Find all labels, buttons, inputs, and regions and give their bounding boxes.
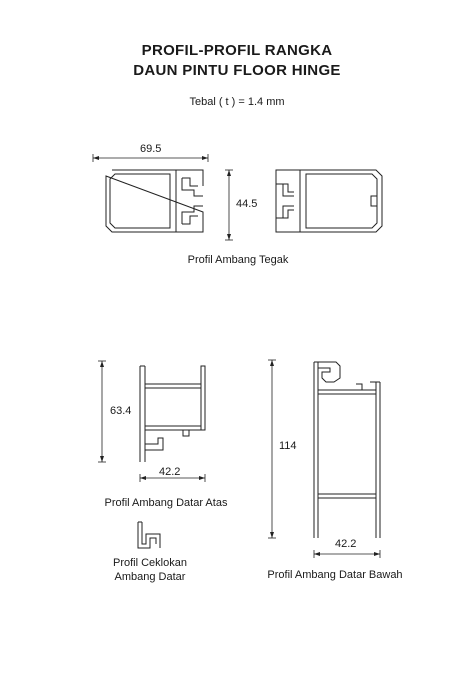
ambang-datar-bawah-section xyxy=(268,360,380,558)
ambang-tegak-right-section xyxy=(276,170,382,232)
ambang-tegak-height-dimension xyxy=(225,170,233,240)
ambang-tegak-width-dim: 69.5 xyxy=(140,143,162,155)
ceklokan-label-line-2: Ambang Datar xyxy=(114,571,186,583)
ambang-datar-atas-width-dim: 42.2 xyxy=(159,466,181,478)
title-line-1: PROFIL-PROFIL RANGKA xyxy=(141,42,333,59)
ambang-tegak-left-section xyxy=(93,154,208,232)
ambang-datar-atas-height-dim: 63.4 xyxy=(110,405,132,417)
thickness-note: Tebal ( t ) = 1.4 mm xyxy=(189,96,285,108)
ambang-tegak-height-dim: 44.5 xyxy=(236,198,258,210)
ceklokan-label-line-1: Profil Ceklokan xyxy=(113,557,187,569)
ambang-datar-atas-section xyxy=(98,361,205,482)
ambang-datar-atas-label: Profil Ambang Datar Atas xyxy=(104,497,228,509)
ambang-datar-bawah-label: Profil Ambang Datar Bawah xyxy=(267,569,403,581)
ambang-datar-bawah-width-dim: 42.2 xyxy=(335,538,357,550)
ceklokan-section xyxy=(138,522,160,548)
ambang-datar-bawah-height-dim: 114 xyxy=(279,440,297,452)
title-line-2: DAUN PINTU FLOOR HINGE xyxy=(133,62,341,79)
ambang-tegak-label: Profil Ambang Tegak xyxy=(187,254,289,266)
